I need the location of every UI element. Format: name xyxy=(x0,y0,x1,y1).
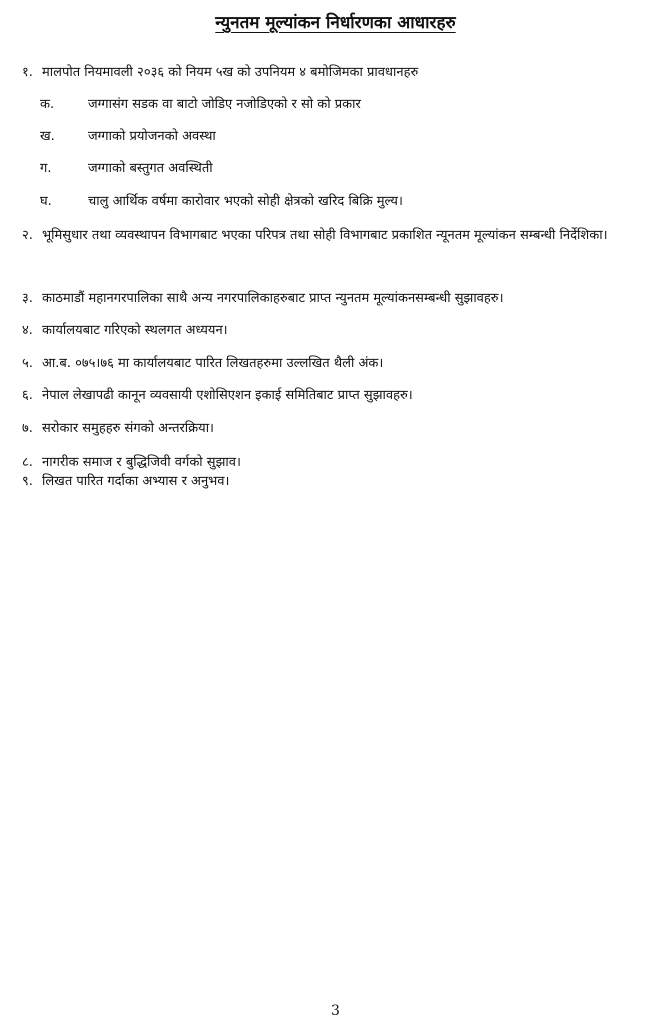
subitem-text: जग्गाको प्रयोजनको अवस्था xyxy=(88,129,216,144)
subitem-letter: ग. xyxy=(40,161,52,176)
list-item-9 xyxy=(22,467,652,497)
list-item-5 xyxy=(22,349,652,379)
item-text: काठमाडौं महानगरपालिका साथै अन्य नगरपालिकाहरुबाट प्राप्त न्युनतम मूल्यांकनसम्बन्धी सुझावहरु। xyxy=(42,291,504,306)
item-text: आ.ब. ०७५।७६ मा कार्यालयबाट पारित लिखतहरुमा उल्लखित थैली अंक। xyxy=(42,356,384,371)
item-number: १. xyxy=(22,65,33,80)
list-item-4 xyxy=(22,316,652,346)
subitem-letter: क. xyxy=(40,97,55,112)
item-number: ५. xyxy=(22,356,33,371)
subitem-text: जग्गासंग सडक वा बाटो जोडिए नजोडिएको र सो को प्रकार xyxy=(88,97,361,112)
item-number: ४. xyxy=(22,323,33,338)
item-number: ७. xyxy=(22,421,33,436)
list-item-7 xyxy=(22,414,652,444)
item-text: नागरीक समाज र बुद्धिजिवी वर्गको सुझाव। xyxy=(42,455,241,470)
subitem-kha xyxy=(40,127,650,147)
item-text: कार्यालयबाट गरिएको स्थलगत अध्ययन। xyxy=(42,323,228,338)
subitem-text: जग्गाको बस्तुगत अवस्थिती xyxy=(88,161,213,176)
page-number: 3 xyxy=(331,1003,340,1019)
page-title: न्युनतम मूल्यांकन निर्धारणका आधारहरु xyxy=(215,13,456,33)
item-number: ८. xyxy=(22,455,33,470)
subitem-ka xyxy=(40,95,650,115)
subitem-letter: ख. xyxy=(40,129,55,144)
item-text: नेपाल लेखापढी कानून व्यवसायी एशोसिएशन इकाई समितिबाट प्राप्त सुझावहरु। xyxy=(42,388,413,403)
list-item-6 xyxy=(22,381,652,411)
item-text: भूमिसुधार तथा व्यवस्थापन विभागबाट भएका परिपत्र तथा सोही विभागबाट प्रकाशित न्यूनतम मूल्यांकन सम्बन्धी निर्देशिका। xyxy=(42,228,608,243)
item-text: लिखत पारित गर्दाका अभ्यास र अनुभव। xyxy=(42,474,230,489)
item-number: २. xyxy=(22,228,33,243)
list-item-1 xyxy=(22,58,652,88)
item-text: मालपोत नियमावली २०३६ को नियम ५ख को उपनियम ४ बमोजिमका प्रावधानहरु xyxy=(42,65,419,80)
item-number: ९. xyxy=(22,474,33,489)
list-item-2 xyxy=(22,221,652,251)
item-text: सरोकार समुहहरु संगको अन्तरक्रिया। xyxy=(42,421,214,436)
subitem-text: चालु आर्थिक वर्षमा कारोवार भएको सोही क्षेत्रको खरिद बिक्रि मुल्य। xyxy=(88,194,403,209)
item-number: ३. xyxy=(22,291,33,306)
subitem-ga xyxy=(40,159,650,179)
item-number: ६. xyxy=(22,388,33,403)
subitem-letter: घ. xyxy=(40,194,52,209)
list-item-3 xyxy=(22,284,652,314)
subitem-gha xyxy=(40,192,650,212)
